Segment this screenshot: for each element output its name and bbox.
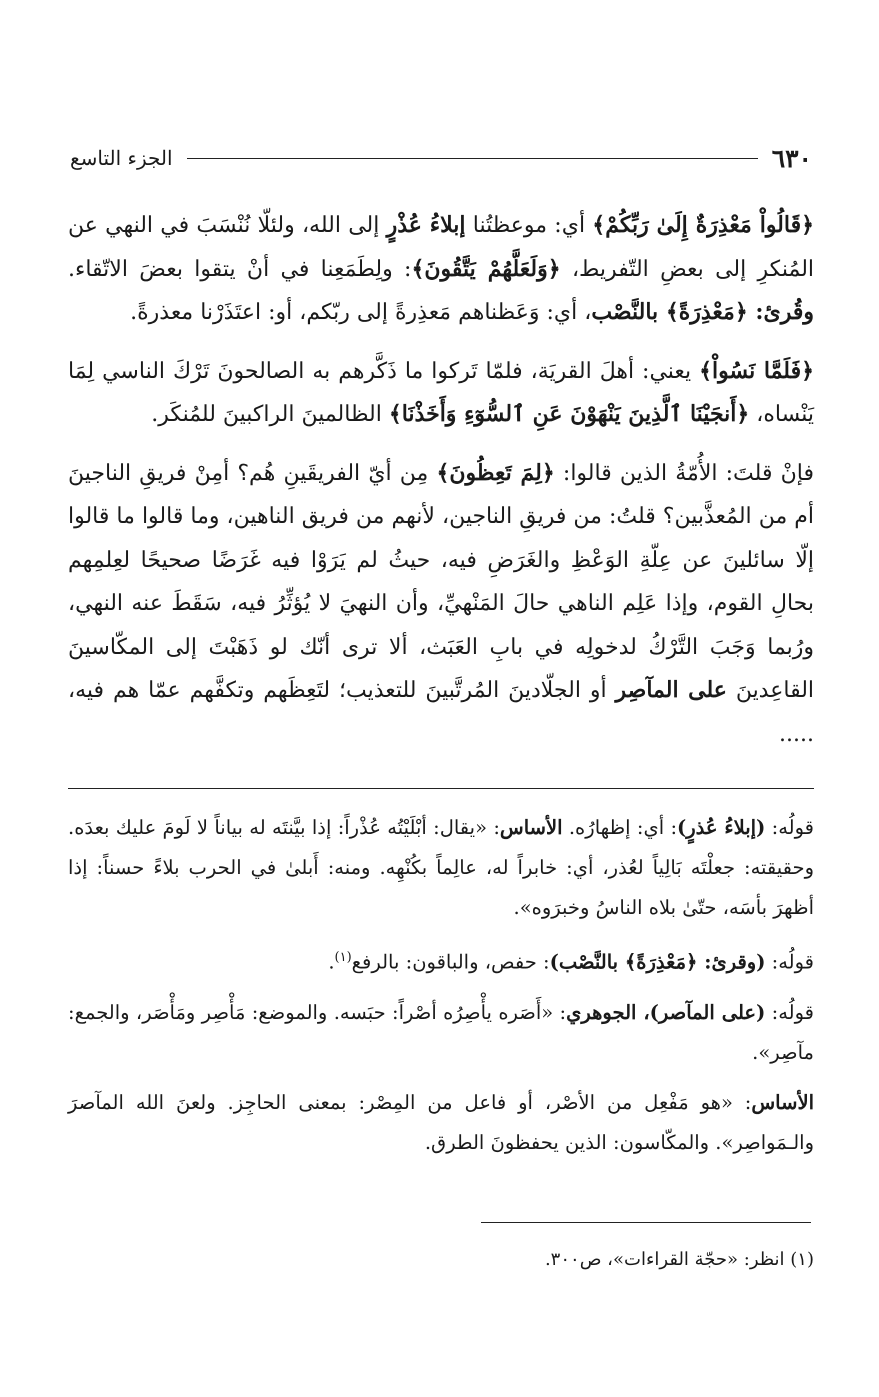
note-3: [68, 993, 814, 1073]
notes-separator: [68, 788, 814, 789]
text-run: الظالمينَ الراكبينَ للمُنكَر.: [151, 402, 389, 427]
bold-term: (إبلاءُ عُذرٍ): [677, 816, 766, 839]
bold-term: بالنَّصْب): [549, 950, 625, 974]
bold-term: الأساس: [751, 1090, 814, 1114]
quran-quote: ﴿قَالُواْ مَعْذِرَةٌ إِلَىٰ رَبِّكُمْ﴾: [592, 212, 814, 238]
note-2: [68, 938, 814, 983]
bold-term: (على المآصر)، الجوهري: [566, 1000, 766, 1024]
text-run: فإنْ قلتَ: الأُمّةُ الذين قالوا:: [554, 460, 814, 486]
text-run: ، أي: وَعَظناهم مَعذِرةً إلى ربّكم، أو: اعتَذَرْنا معذرةً.: [130, 300, 592, 325]
quran-quote: ﴿مَعْذِرَةً﴾: [624, 950, 698, 974]
bold-term: بالنَّصْب: [591, 299, 666, 325]
quran-quote: ﴿لِمَ تَعِظُونَ﴾: [436, 459, 555, 486]
bold-term: وقُرئ:: [747, 299, 814, 325]
text-run: : أي: إظهارُه.: [562, 816, 678, 839]
quran-quote: ﴿وَلَعَلَّهُمْ يَتَّقُونَ﴾: [411, 255, 561, 282]
page-header: [70, 138, 812, 178]
quran-quote: ﴿أَنجَيْنَا ٱلَّذِينَ يَنْهَوْنَ عَنِ ٱلسُّوٓءِ وَأَخَذْنَا﴾: [388, 401, 750, 427]
part-title: الجزء التاسع: [70, 146, 173, 170]
bold-term: (وقرئ:: [697, 950, 766, 974]
bold-term: إبلاءُ عُذْرٍ: [386, 212, 466, 238]
paragraph-3: [68, 452, 814, 757]
text-run: .: [328, 950, 335, 974]
main-text: [68, 204, 814, 771]
footnote-separator: [481, 1222, 811, 1223]
note-4: [68, 1083, 814, 1163]
text-run: : «هو مَفْعِل من الأصْر، أو فاعل من المِصْر: بمعنى الحاجِز. ولعنَ الله المآصرَ والـمَواصِر». والمكّاسون: الذين يحفظونَ الطرق.: [68, 1090, 814, 1154]
quran-quote: ﴿مَعْذِرَةً﴾: [665, 299, 748, 325]
bold-term: على المآصِر: [615, 677, 727, 703]
commentary-notes: [68, 808, 814, 1173]
text-run: : حفص، والباقون: بالرفع: [351, 950, 550, 974]
paragraph-2: [68, 350, 814, 437]
quran-quote: ﴿فَلَمَّا نَسُواْ﴾: [699, 357, 815, 384]
text-run: مِن أيّ الفريقَينِ هُم؟ أمِنْ فريقِ الناجينَ أم من المُعذَّبين؟ قلتُ: من فريقِ الناجين، لأنهم من فريق الناهين، وما قالوا ما قالوا إلّا سائلينَ عن عِلّةِ الوَعْظِ والغَرَضِ فيه، حيثُ لم يَرَوْا فيه غَرَضًا صحيحًا لعِلمِهم بحالِ القوم، وإذا عَلِم الناهي حالَ المَنْهيِّ، وأن النهيَ لا يُؤثِّرُ فيه، سَقَطَ عنه النهي، ورُبما وَجَبَ التَّرْكُ لدخولِه في بابِ العَبَث، ألا ترى أنّك لو ذَهَبْتَ إلى المكّاسينَ القاعِدينَ: [68, 460, 815, 703]
text-run: قولُه:: [765, 816, 814, 839]
text-run: أي: موعظتُنا: [465, 213, 593, 238]
text-run: قولُه:: [765, 950, 814, 974]
text-run: : ولِطَمَعِنا في أنْ يتقوا بعضَ الاتّقاء.: [68, 256, 412, 282]
note-1: [68, 808, 814, 928]
paragraph-1: [68, 204, 814, 335]
page-number: ٦٣٠: [771, 143, 812, 173]
text-run: : «أَصَره يأْصِرُه أصْراً: حبَسه. والموضع: مَأْصِر ومَأْصَر، والجمع: مآصِر».: [68, 1000, 814, 1064]
text-run: يعني: أهلَ القريَة، فلمّا تَركوا ما ذَكَّرهم به الصالحونَ تَرْكَ الناسي لِمَا يَنْساه،: [68, 358, 814, 427]
bold-term: الأساس: [499, 816, 563, 839]
text-run: : «يقال: أبْلَيْتُه عُذْراً: إذا بيَّنتَه له بياناً لا لَومَ عليك بعدَه. وحقيقته: جعلْتَه بَالِياً لعُذر، أي: خابراً له، عالِماً بكُنْهِه. ومنه: أَبلىٰ في الحرب بلاءً حسناً: إذا أظهرَ بأسَه، حتّىٰ بلاه الناسُ وخبرَوه».: [68, 816, 814, 919]
text-run: أو الجلّادينَ المُرتَّبينَ للتعذيب؛ لتَعِظَهم وتكفَّهم عمّا هم فيه، .....: [68, 678, 814, 747]
text-run: قولُه:: [765, 1000, 814, 1024]
footnote-reference[interactable]: (١): [334, 950, 352, 965]
footnote: (١) انظر: «حجّة القراءات»، ص٣٠٠.: [544, 1249, 814, 1270]
text-run: إلى الله، ولئلّا نُنْسَبَ في النهي عن المُنكرِ إلى بعضِ التّفريط،: [68, 213, 815, 282]
header-rule: [187, 158, 758, 159]
